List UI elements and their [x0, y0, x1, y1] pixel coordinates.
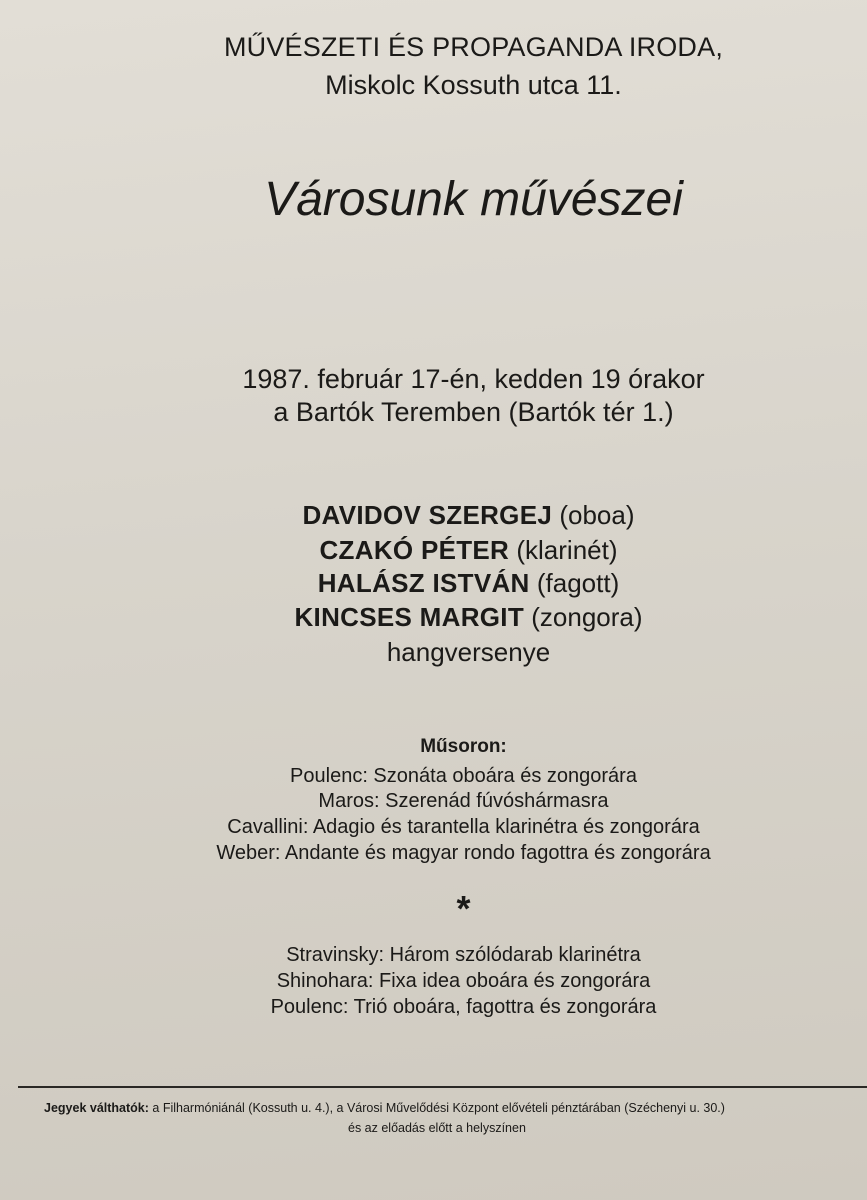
- organization-address: Miskolc Kossuth utca 11.: [325, 70, 622, 100]
- performer: [35, 535, 867, 566]
- ticket-locations: a Filharmóniánál (Kossuth u. 4.), a Városi Művelődési Központ elővételi pénztárában (Széchenyi u. 30.): [152, 1101, 725, 1115]
- organization-name: MŰVÉSZETI ÉS PROPAGANDA IRODA,: [223, 32, 724, 62]
- event-date: 1987. február 17-én, kedden 19 órakor: [242, 364, 705, 394]
- ticket-label: Jegyek válthatók:: [44, 1101, 149, 1115]
- divider-line: [18, 1086, 867, 1088]
- page-title: Városunk művészei: [264, 173, 683, 226]
- program-item: Shinohara: Fixa idea oboára és zongorára: [276, 970, 651, 992]
- performer-name: KINCSES MARGIT: [294, 602, 525, 632]
- performer-name: HALÁSZ ISTVÁN: [317, 568, 530, 598]
- asterisk-separator: *: [456, 888, 471, 929]
- performer: [35, 568, 867, 599]
- program-item: Poulenc: Szonáta oboára és zongorára: [290, 765, 637, 787]
- program-item: Cavallini: Adagio és tarantella klarinétra és zongorára: [227, 816, 700, 838]
- program-item: Stravinsky: Három szólódarab klarinétra: [286, 944, 641, 966]
- program-heading: Műsoron:: [420, 736, 507, 757]
- performers-suffix: hangversenye: [386, 637, 551, 667]
- performer-name: CZAKÓ PÉTER: [319, 535, 510, 565]
- performer-instrument: (klarinét): [516, 535, 618, 565]
- performer: [35, 602, 867, 633]
- ticket-info-onsite: és az előadás előtt a helyszínen: [348, 1121, 526, 1135]
- event-venue: a Bartók Teremben (Bartók tér 1.): [273, 397, 674, 427]
- performer-instrument: (zongora): [531, 602, 643, 632]
- performer-instrument: (oboa): [559, 500, 635, 530]
- performer-instrument: (fagott): [536, 568, 620, 598]
- program-item: Weber: Andante és magyar rondo fagottra és zongorára: [216, 842, 711, 864]
- performer: [35, 500, 867, 531]
- ticket-info: [44, 1101, 861, 1115]
- program-item: Poulenc: Trió oboára, fagottra és zongorára: [270, 996, 657, 1018]
- program-item: Maros: Szerenád fúvóshármasra: [318, 790, 609, 812]
- performer-name: DAVIDOV SZERGEJ: [302, 500, 553, 530]
